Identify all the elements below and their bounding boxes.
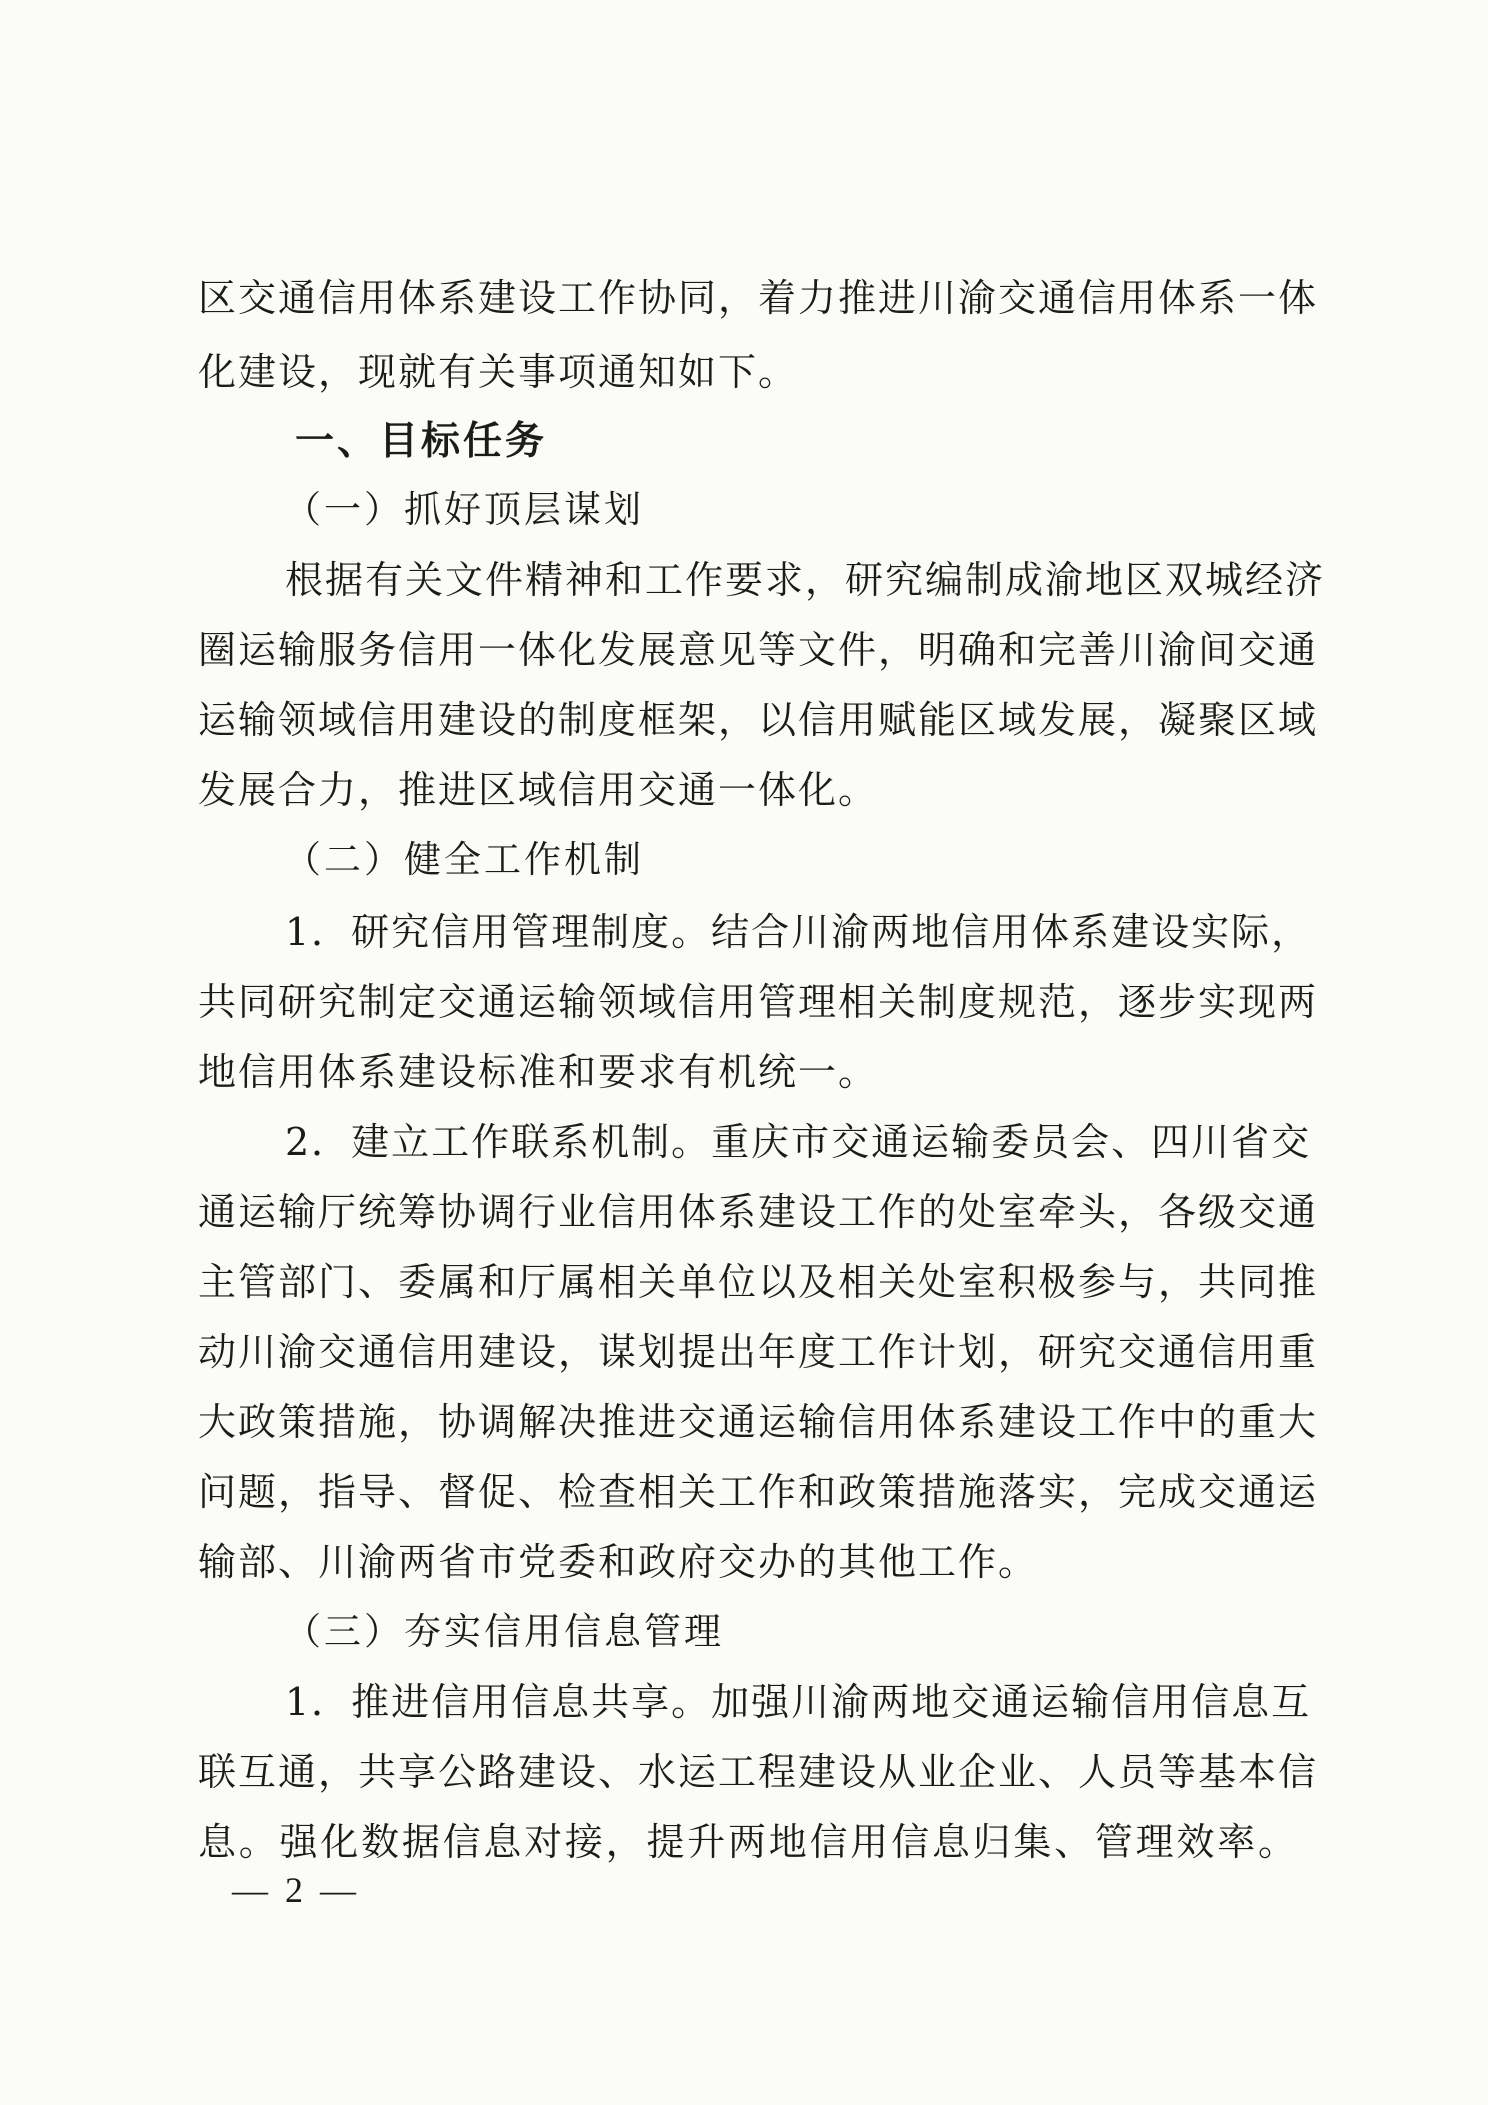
body-line-16: 动川渝交通信用建设，谋划提出年度工作计划，研究交通信用重 <box>198 1330 1319 1374</box>
body-line-14: 通运输厅统筹协调行业信用体系建设工作的处室牵头，各级交通 <box>198 1190 1319 1234</box>
body-line-2: 化建设，现就有关事项通知如下。 <box>198 350 799 394</box>
body-line-12: 地信用体系建设标准和要求有机统一。 <box>198 1050 879 1094</box>
body-line-21: 1．推进信用信息共享。加强川渝两地交通运输信用信息互 <box>285 1680 1312 1724</box>
body-line-23: 息。强化数据信息对接，提升两地信用信息归集、管理效率。 <box>198 1820 1298 1864</box>
subsection-heading-3: （三）夯实信用信息管理 <box>284 1610 724 1653</box>
body-line-15: 主管部门、委属和厅属相关单位以及相关处室积极参与，共同推 <box>198 1260 1319 1304</box>
body-line-11: 共同研究制定交通运输领域信用管理相关制度规范，逐步实现两 <box>198 980 1319 1024</box>
body-line-6: 圈运输服务信用一体化发展意见等文件，明确和完善川渝间交通 <box>198 628 1319 672</box>
subsection-heading-2: （二）健全工作机制 <box>284 838 644 881</box>
body-line-10: 1．研究信用管理制度。结合川渝两地信用体系建设实际， <box>285 910 1312 954</box>
body-line-13: 2．建立工作联系机制。重庆市交通运输委员会、四川省交 <box>285 1120 1312 1164</box>
body-line-18: 问题，指导、督促、检查相关工作和政策措施落实，完成交通运 <box>198 1470 1319 1514</box>
section-heading-1: 一、目标任务 <box>295 419 548 464</box>
body-line-5: 根据有关文件精神和工作要求，研究编制成渝地区双城经济 <box>285 558 1326 602</box>
body-line-22: 联互通，共享公路建设、水运工程建设从业企业、人员等基本信 <box>198 1750 1319 1794</box>
body-line-1: 区交通信用体系建设工作协同，着力推进川渝交通信用体系一体 <box>198 276 1319 320</box>
page-number: — 2 — <box>232 1870 360 1910</box>
subsection-heading-1: （一）抓好顶层谋划 <box>284 488 644 531</box>
body-line-19: 输部、川渝两省市党委和政府交办的其他工作。 <box>198 1540 1039 1584</box>
body-line-17: 大政策措施，协调解决推进交通运输信用体系建设工作中的重大 <box>198 1400 1319 1444</box>
body-line-8: 发展合力，推进区域信用交通一体化。 <box>198 768 879 812</box>
body-line-7: 运输领域信用建设的制度框架，以信用赋能区域发展，凝聚区域 <box>198 698 1319 742</box>
